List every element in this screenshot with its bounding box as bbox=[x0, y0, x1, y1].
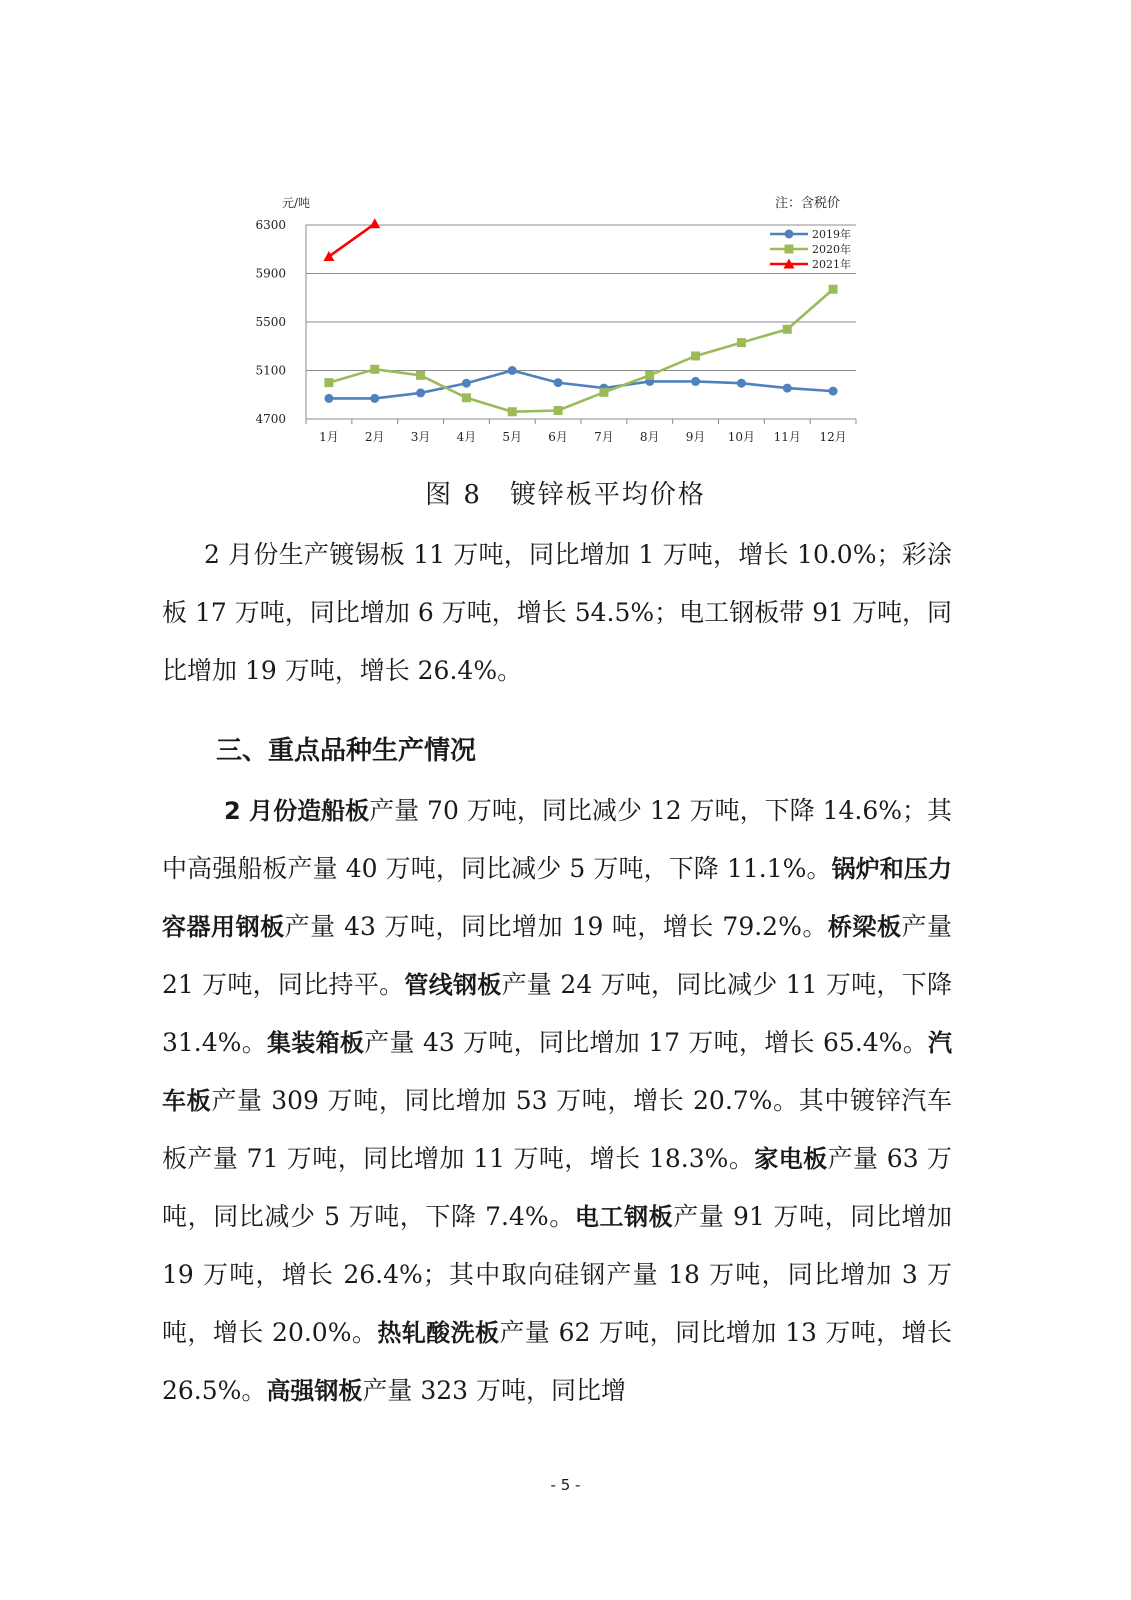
data-point bbox=[416, 388, 425, 397]
x-tick-label: 2月 bbox=[364, 430, 385, 444]
product-term: 2 月份造船板 bbox=[224, 797, 370, 825]
product-text: 产量 43 万吨，同比增加 17 万吨，增长 65.4%。 bbox=[364, 1028, 928, 1057]
x-tick-label: 5月 bbox=[502, 430, 523, 444]
data-point bbox=[416, 371, 425, 380]
y-tick-label: 6300 bbox=[255, 218, 286, 232]
data-point bbox=[462, 393, 471, 402]
data-point bbox=[369, 218, 380, 228]
data-point bbox=[324, 378, 333, 387]
product-term: 桥梁板 bbox=[827, 913, 902, 941]
data-point bbox=[324, 394, 333, 403]
legend-label: 2019年 bbox=[812, 228, 851, 241]
figure-caption: 图 8 镀锌板平均价格 bbox=[425, 480, 706, 510]
data-point bbox=[829, 285, 838, 294]
data-point bbox=[554, 378, 563, 387]
x-tick-label: 11月 bbox=[773, 430, 801, 444]
product-text: 产量 70 万吨，同比减少 12 万吨，下降 14.6%；其中高强船板产量 40 万吨，同比减少 5 万吨，下降 11.1%。 bbox=[162, 796, 952, 883]
x-tick-label: 12月 bbox=[819, 430, 847, 444]
page-number: - 5 - bbox=[550, 1476, 581, 1494]
x-tick-label: 8月 bbox=[639, 430, 660, 444]
series-line bbox=[329, 289, 833, 411]
x-tick-label: 4月 bbox=[456, 430, 477, 444]
x-tick-label: 6月 bbox=[548, 430, 568, 444]
data-point bbox=[508, 366, 517, 375]
data-point bbox=[599, 388, 608, 397]
data-point bbox=[370, 365, 379, 374]
data-point bbox=[554, 406, 563, 415]
legend-marker bbox=[785, 245, 794, 254]
series-line bbox=[329, 371, 833, 399]
product-text: 产量 21 万吨，同比持平。 bbox=[162, 912, 952, 999]
paragraph-coated-sheet: 2 月份生产镀锡板 11 万吨，同比增加 1 万吨，增长 10.0%；彩涂板 17 万吨，同比增加 6 万吨，增长 54.5%；电工钢板带 91 万吨，同比增加 19 万吨，增长 26.4%。 bbox=[162, 540, 952, 685]
product-term: 集装箱板 bbox=[267, 1029, 365, 1057]
price-line-chart bbox=[240, 185, 890, 475]
data-point bbox=[783, 384, 792, 393]
product-text: 产量 63 万吨，同比减少 5 万吨，下降 7.4%。 bbox=[162, 1144, 952, 1231]
y-axis-ticks bbox=[255, 218, 286, 426]
legend-marker bbox=[785, 230, 794, 239]
y-tick-label: 4700 bbox=[255, 412, 286, 426]
product-term: 汽车板 bbox=[162, 1029, 952, 1115]
product-term: 热轧酸洗板 bbox=[377, 1319, 500, 1347]
chart-legend bbox=[770, 227, 851, 271]
product-term: 锅炉和压力容器用钢板 bbox=[162, 855, 953, 941]
section-heading: 三、重点品种生产情况 bbox=[216, 736, 477, 766]
data-point bbox=[691, 351, 700, 360]
data-point bbox=[462, 379, 471, 388]
series-line bbox=[329, 224, 375, 257]
data-point bbox=[829, 387, 838, 396]
x-tick-label: 3月 bbox=[410, 430, 431, 444]
y-tick-label: 5500 bbox=[255, 315, 286, 329]
x-tick-label: 1月 bbox=[319, 430, 339, 444]
x-tick-label: 7月 bbox=[594, 430, 614, 444]
product-text: 产量 91 万吨，同比增加 19 万吨，增长 26.4%；其中取向硅钢产量 18 万吨，同比增加 3 万吨，增长 20.0%。 bbox=[162, 1202, 952, 1347]
product-term: 管线钢板 bbox=[404, 971, 502, 999]
product-text: 产量 43 万吨，同比增加 19 吨，增长 79.2%。 bbox=[284, 912, 828, 941]
product-text: 产量 309 万吨，同比增加 53 万吨，增长 20.7%。其中镀锌汽车板产量 71 万吨，同比增加 11 万吨，增长 18.3%。 bbox=[162, 1086, 953, 1173]
data-point bbox=[737, 338, 746, 347]
product-text: 产量 62 万吨，同比增加 13 万吨，增长 26.5%。 bbox=[162, 1318, 952, 1405]
data-point bbox=[645, 371, 654, 380]
product-term: 高强钢板 bbox=[266, 1377, 363, 1405]
y-tick-label: 5900 bbox=[255, 266, 286, 281]
legend-label: 2021年 bbox=[812, 258, 851, 271]
data-point bbox=[508, 407, 517, 416]
x-axis-ticks bbox=[319, 430, 847, 444]
product-text: 产量 323 万吨，同比增 bbox=[362, 1376, 627, 1405]
chart-gridlines bbox=[306, 225, 856, 424]
product-term: 家电板 bbox=[754, 1145, 828, 1173]
chart-note: 注：含税价 bbox=[774, 196, 840, 211]
data-point bbox=[783, 325, 792, 334]
y-tick-label: 5100 bbox=[255, 363, 286, 378]
x-tick-label: 10月 bbox=[727, 430, 756, 444]
legend-label: 2020年 bbox=[812, 243, 851, 256]
paragraph-key-products bbox=[162, 782, 952, 1420]
product-text: 产量 24 万吨，同比减少 11 万吨，下降 31.4%。 bbox=[162, 970, 952, 1057]
chart-series bbox=[323, 218, 837, 416]
x-tick-label: 9月 bbox=[685, 430, 706, 444]
data-point bbox=[370, 394, 379, 403]
data-point bbox=[691, 377, 700, 386]
data-point bbox=[737, 379, 746, 388]
y-axis-label: 元/吨 bbox=[282, 196, 311, 210]
product-term: 电工钢板 bbox=[574, 1203, 674, 1231]
